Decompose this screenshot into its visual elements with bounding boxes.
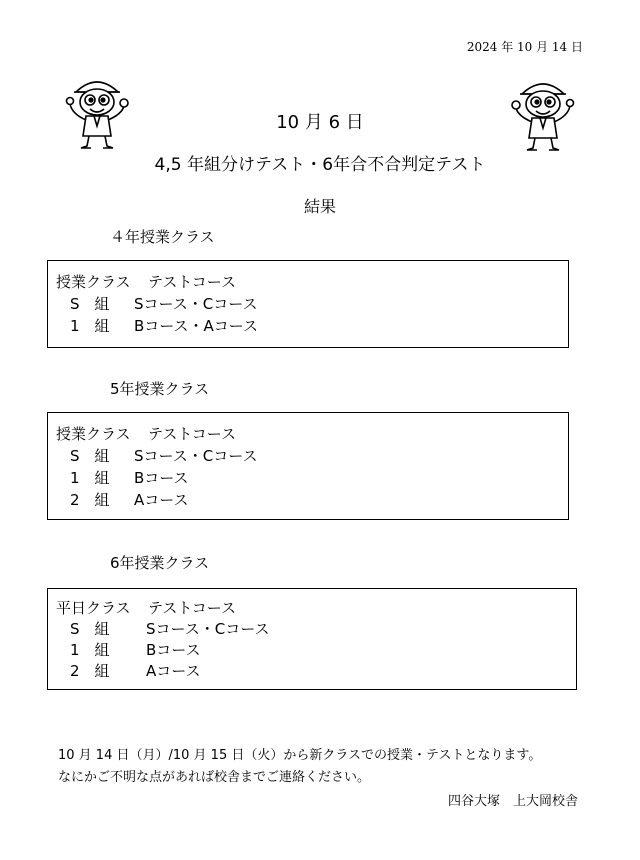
table-header-course: テストコース: [148, 273, 237, 291]
section-label-grade5: 5年授業クラス: [110, 380, 210, 398]
notice-line-1: 10 月 14 日（月）/10 月 15 日（火）から新クラスでの授業・テストとなります。: [58, 748, 542, 763]
school-signature: 四谷大塚 上大岡校舎: [447, 794, 578, 809]
table-row-course: Sコース・Cコース: [146, 620, 270, 638]
table-header-class: 授業クラス: [56, 425, 131, 443]
notice-line-2: なにかご不明な点があれば校舎までご連絡ください。: [58, 770, 371, 785]
section-label-grade6: 6年授業クラス: [110, 554, 210, 572]
table-row-course: Bコース: [134, 469, 189, 487]
table-row-course: Aコース: [146, 662, 201, 680]
table-row-class: 1 組: [70, 641, 110, 659]
table-row-class: 1 組: [70, 469, 110, 487]
grade6-class-table: [47, 588, 577, 690]
grade5-class-table: [47, 412, 569, 520]
table-row-course: Sコース・Cコース: [134, 295, 258, 313]
test-name-heading: 4,5 年組分けテスト・6年合不合判定テスト: [154, 155, 486, 175]
table-row-class: 2 組: [70, 491, 110, 509]
table-row-class: S 組: [70, 447, 110, 465]
table-row-class: 2 組: [70, 662, 110, 680]
test-date-heading: 10 月 6 日: [276, 112, 364, 133]
table-row-class: S 組: [70, 295, 110, 313]
document-date: 2024 年 10 月 14 日: [466, 40, 583, 54]
table-header-class: 授業クラス: [56, 273, 131, 291]
result-heading: 結果: [303, 197, 336, 216]
table-row-class: 1 組: [70, 317, 110, 335]
table-row-course: Aコース: [134, 491, 189, 509]
table-row-course: Bコース・Aコース: [134, 317, 259, 335]
table-header-course: テストコース: [148, 425, 237, 443]
table-row-course: Bコース: [146, 641, 201, 659]
table-row-class: S 組: [70, 620, 110, 638]
table-header-course: テストコース: [148, 599, 237, 617]
table-header-class: 平日クラス: [56, 599, 131, 617]
section-label-grade4: ４年授業クラス: [110, 228, 215, 246]
table-row-course: Sコース・Cコース: [134, 447, 258, 465]
grade4-class-table: [47, 260, 569, 348]
